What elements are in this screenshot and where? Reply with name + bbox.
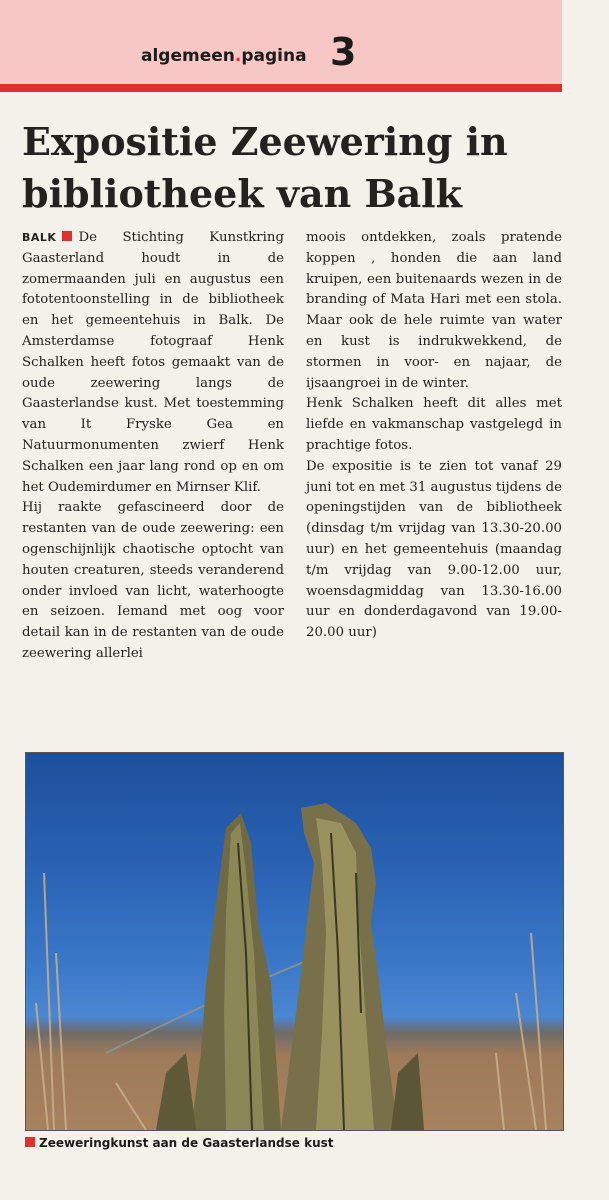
section-dot: . xyxy=(234,46,242,66)
page-number: 3 xyxy=(330,30,357,74)
dateline: BALK xyxy=(22,231,57,244)
red-square-bullet-icon xyxy=(25,1137,35,1147)
article-column-right xyxy=(306,228,562,644)
article-paragraph: Hij raakte gefascineerd door de restanten van de oude zeewering: een ogenschijnlijk chaotische optocht van houten creaturen, steeds veranderend onder invloed van licht, waterhoogte en seizoen. Iemand met oog voor detail kan in de restanten van de oude zeewering allerlei xyxy=(22,500,284,661)
article-column-left xyxy=(22,228,284,665)
paragraph-text: De Stichting Kunstkring Gaasterland houdt in de zomermaanden juli en augustus een fototentoonstelling in de bibliotheek en het gemeentehuis in Balk. De Amsterdamse fotograaf Henk Schalken heeft fotos gemaakt van de oude zeewering langs de Gaasterlandse kust. Met toestemming van It Fryske Gea en Natuurmonumenten zwierf Henk Schalken een jaar lang rond op en om het Oudemirdumer en Mirnser Klif. xyxy=(22,230,284,495)
red-square-bullet-icon xyxy=(62,231,72,241)
weathered-wooden-posts-photo xyxy=(26,753,563,1130)
article-paragraph: De expositie is te zien tot vanaf 29 juni tot en met 31 augustus tijdens de openingstijden van de bibliotheek (dinsdag t/m vrijdag van 13.30-20.00 uur) en het gemeentehuis (maandag t/m vrijdag van 9.00-12.00 uur, woensdagmiddag van 13.30-16.00 uur en donderdagavond van 19.00-20.00 uur) xyxy=(306,458,562,641)
article-paragraph: Henk Schalken heeft dit alles met liefde en vakmanschap vastgelegd in prachtige fotos. xyxy=(306,396,562,453)
article-headline: Expositie Zeewering in bibliotheek van Balk xyxy=(22,119,508,216)
photo-caption xyxy=(25,1136,334,1150)
section-suffix: pagina xyxy=(241,46,307,66)
caption-text: Zeeweringkunst aan de Gaasterlandse kust xyxy=(39,1136,334,1150)
section-label xyxy=(141,46,307,66)
article-paragraph xyxy=(22,228,284,498)
article-photo xyxy=(25,752,564,1131)
section-name: algemeen xyxy=(141,46,235,66)
article-paragraph: moois ontdekken, zoals pratende koppen , honden die aan land kruipen, een buitenaards wezen in de branding of Mata Hari met een stola. Maar ook de hele ruimte van water en kust is indrukwekkend, de stormen in voor- en najaar, de ijsaangroei in de winter. xyxy=(306,230,562,391)
